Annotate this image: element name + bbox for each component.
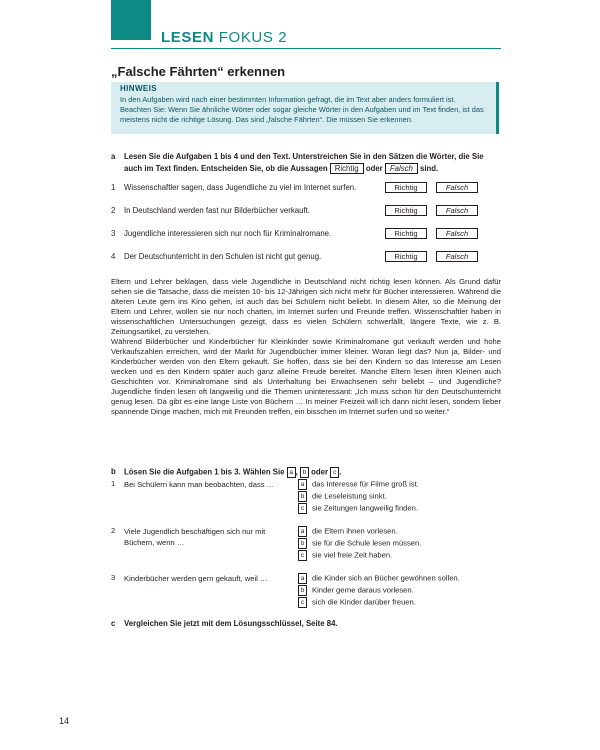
- page-number: 14: [59, 716, 70, 726]
- header-title-bold: LESEN: [161, 29, 215, 46]
- statement-3-text: Jugendliche interessieren sich nur noch für Kriminalromane.: [124, 229, 332, 238]
- task-b-item-2-option-a[interactable]: [298, 526, 398, 537]
- task-a-connector: oder: [365, 163, 383, 173]
- task-b-text-1: Lösen Sie die Aufgaben 1 bis 3. Wählen Sie: [124, 467, 285, 477]
- option-text: die Leseleistung sinkt.: [312, 491, 387, 501]
- task-b-item-1-option-b[interactable]: [298, 491, 387, 502]
- reading-text: [111, 277, 501, 417]
- option-text: die Kinder sich an Bücher gewöhnen sollen.: [312, 573, 460, 583]
- statement-1-number: 1: [111, 183, 116, 192]
- letter-box-b[interactable]: b: [298, 585, 307, 596]
- inline-letter-b: b: [300, 467, 309, 478]
- task-b-item-1-option-a[interactable]: [298, 479, 419, 490]
- statement-3-number: 3: [111, 229, 116, 238]
- task-b-item-3-number: 3: [111, 573, 116, 582]
- task-b-sep-2: oder: [311, 467, 329, 477]
- task-b-item-3-option-b[interactable]: [298, 585, 414, 596]
- option-text: sie für die Schule lesen müssen.: [312, 538, 422, 548]
- task-b-item-2-option-b[interactable]: [298, 538, 421, 549]
- letter-box-a[interactable]: a: [298, 479, 307, 490]
- statement-2-number: 2: [111, 206, 116, 215]
- inline-letter-c: c: [330, 467, 339, 478]
- task-a-text-1: Lesen Sie die Aufgaben 1 bis 4 und den Text. Unterstreichen Sie in den Sätzen die Wörter, die Sie auch im Text finden. Entscheiden Sie, ob die Aussagen: [124, 152, 484, 173]
- task-b-item-2-option-c[interactable]: [298, 550, 392, 561]
- statement-4-falsch[interactable]: Falsch: [436, 251, 478, 262]
- task-b-item-3-option-a[interactable]: [298, 573, 460, 584]
- task-b-item-1-option-c[interactable]: [298, 503, 418, 514]
- statement-2-falsch[interactable]: Falsch: [436, 205, 478, 216]
- hint-title: HINWEIS: [120, 84, 158, 93]
- task-b-item-3-stem: Kinderbücher werden gern gekauft, weil …: [124, 574, 268, 583]
- letter-box-b[interactable]: b: [298, 491, 307, 502]
- letter-box-c[interactable]: c: [298, 503, 307, 514]
- letter-box-a[interactable]: a: [298, 573, 307, 584]
- option-text: sie viel freie Zeit haben.: [312, 550, 393, 560]
- section-color-tab: [111, 0, 151, 40]
- statement-3-richtig[interactable]: Richtig: [385, 228, 427, 239]
- letter-box-c[interactable]: c: [298, 550, 307, 561]
- task-c-label: c: [111, 619, 116, 628]
- task-c-instruction: Vergleichen Sie jetzt mit dem Lösungsschlüssel, Seite 84.: [124, 619, 338, 628]
- inline-falsch-box: Falsch: [385, 163, 418, 174]
- header-title-rest: FOKUS 2: [214, 29, 288, 46]
- statement-1-richtig[interactable]: Richtig: [385, 182, 427, 193]
- task-b-item-2-number: 2: [111, 526, 116, 535]
- option-text: Kinder gerne daraus vorlesen.: [312, 585, 414, 595]
- task-a-text-2: sind.: [420, 163, 439, 173]
- task-b-sep-1: ,: [295, 467, 298, 477]
- reading-paragraph-1: Eltern und Lehrer beklagen, dass viele Jugendliche in Deutschland nicht richtig lesen können. Als Grund dafür sehen sie die Tatsache, dass die meisten 10- bis 12-Jährigen sich nicht mehr für Bücher interessieren. Während die älteren Leute gern ins Kino gehen, ist auch das bei Schülern nicht beliebt. In diesem Alter, so die Meinung der Eltern und Lehrer, wollen sie nur noch chatten, im Internet surfen und Freunde treffen. Wissenschaftler haben in wissenschaftlichen Untersuchungen gezeigt, dass es vielen Schülern schwerfällt, längere Texte, wie z. B. Zeitungsartikel, zu verstehen.: [111, 277, 501, 336]
- hint-text: In den Aufgaben wird nach einer bestimmten Information gefragt, die im Text aber anders formuliert ist. Beachten Sie: Wenn Sie ähnliche Wörter oder sogar gleiche Wörter in den Aufgaben und im Text finden, ist das meistens nicht die richtige Lösung. Das sind „falsche Fährten“. Die müssen Sie erkennen.: [120, 95, 484, 124]
- task-b-item-3-option-c[interactable]: [298, 597, 416, 608]
- option-text: die Eltern ihnen vorlesen.: [312, 526, 398, 536]
- task-b-item-2-stem: Viele Jugendlich beschäftigen sich nur mit Büchern, wenn …: [124, 527, 266, 547]
- reading-paragraph-2: Während Bilderbücher und Kinderbücher für Kleinkinder sowie Kriminalromane gut verkauft werden und hohe Verkaufszahlen erreichen, wird der Markt für Jugendbücher immer kleiner. Woran liegt das? Nun ja, Bilder- und Kinderbücher werden von den Eltern gekauft. Sie hoffen, dass sie bei den Kindern so das Interesse am Lesen wecken und es den Kindern später auch ganz alleine Freude bereitet. Manche Eltern lesen ihren Kleinen auch Geschichten vor. Kriminalromane sind als Unterhaltung bei Erwachsenen sehr beliebt – und Jugendliche? Jugendliche finden lesen oft langweilig und die Themen uninteressant: „Ich muss schon für den Deutschunterricht genug lesen. Da gibt es eine lange Liste von Büchern … In meiner Freizeit will ich dann nicht lesen, sondern lieber spannende Dinge machen, mich mit Freunden treffen, ein bisschen im Internet surfen und so weiter.“: [111, 337, 501, 416]
- task-a-instruction: [124, 152, 500, 174]
- statement-2-text: In Deutschland werden fast nur Bilderbücher verkauft.: [124, 206, 310, 215]
- statement-3-falsch[interactable]: Falsch: [436, 228, 478, 239]
- hint-accent-bar: [496, 82, 499, 134]
- option-text: sie Zeitungen langweilig finden.: [312, 503, 418, 513]
- task-b-item-1-number: 1: [111, 479, 116, 488]
- statement-4-richtig[interactable]: Richtig: [385, 251, 427, 262]
- inline-richtig-box: Richtig: [330, 163, 364, 174]
- header-divider: [111, 48, 501, 49]
- statement-1-text: Wissenschaftler sagen, dass Jugendliche zu viel im Internet surfen.: [124, 183, 357, 192]
- statement-2-richtig[interactable]: Richtig: [385, 205, 427, 216]
- statement-1-falsch[interactable]: Falsch: [436, 182, 478, 193]
- section-title: „Falsche Fährten“ erkennen: [111, 64, 286, 79]
- hint-box: [111, 82, 499, 134]
- letter-box-a[interactable]: a: [298, 526, 307, 537]
- task-b-label: b: [111, 467, 116, 476]
- option-text: sich die Kinder darüber freuen.: [312, 597, 416, 607]
- task-b-instruction: [124, 467, 341, 478]
- statement-4-text: Der Deutschunterricht in den Schulen ist nicht gut genug.: [124, 252, 322, 261]
- letter-box-b[interactable]: b: [298, 538, 307, 549]
- section-header: [161, 29, 287, 46]
- option-text: das Interesse für Filme groß ist.: [312, 479, 419, 489]
- inline-letter-a: a: [287, 467, 296, 478]
- task-b-sep-3: .: [339, 467, 342, 477]
- letter-box-c[interactable]: c: [298, 597, 307, 608]
- task-a-label: a: [111, 152, 116, 161]
- task-b-item-1-stem: Bei Schülern kann man beobachten, dass …: [124, 480, 275, 489]
- statement-4-number: 4: [111, 252, 116, 261]
